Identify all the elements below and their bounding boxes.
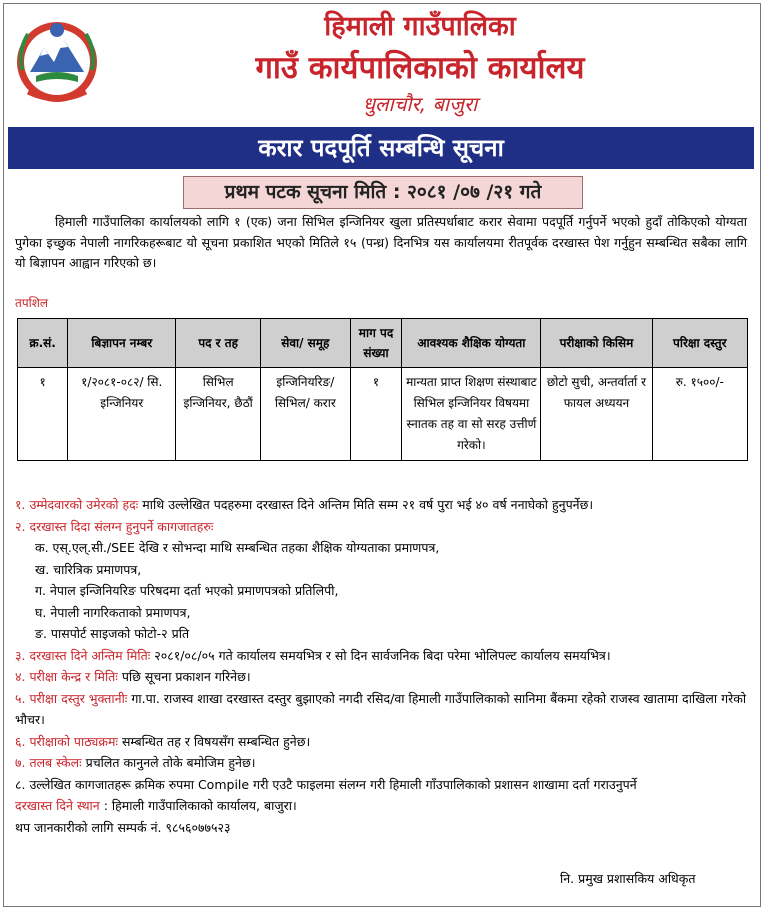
list-item: ङ. पासपोर्ट साइजको फोटो-२ प्रति xyxy=(35,626,190,641)
details-label: तपशिल xyxy=(15,296,49,310)
note-text: : हिमाली गाउँपालिकाको कार्यालय, बाजुरा। xyxy=(99,798,297,813)
office-name-line2: गाउँ कार्यपालिकाको कार्यालय xyxy=(255,50,585,86)
table-cell: १ xyxy=(350,368,402,461)
table-cell: मान्यता प्राप्त शिक्षण संस्थाबाट सिभिल इन्जिनियर विषयमा स्नातक तह वा सो सरह उत्तीर्ण गरेको। xyxy=(402,368,541,461)
list-item: ग. नेपाल इन्जिनियरिङ परिषदमा दर्ता भएको प्रमाणपत्रको प्रतिलिपी, xyxy=(35,583,339,598)
table-header: बिज्ञापन नम्बर xyxy=(68,319,176,368)
note-fee-payment xyxy=(15,688,755,731)
note-compile: ८. उल्लेखित कागजातहरू क्रमिक रुपमा Compile गरी एउटै फाइलमा संलग्न गरी हिमाली गाँउपालिकाको प्रशासन शाखामा दर्ता गराउनुपर्ने xyxy=(15,776,637,792)
note-text: प्रचलित कानुनले तोके बमोजिम हुनेछ। xyxy=(81,755,256,770)
note-label: १. उम्मेदवारको उमेरको हदः xyxy=(15,497,139,512)
table-header: आवश्यक शैक्षिक योग्यता xyxy=(402,319,541,368)
note-label: ५. परीक्षा दस्तुर भुक्तानीः xyxy=(15,690,128,706)
table-header: सेवा/ समूह xyxy=(261,319,350,368)
table-row xyxy=(18,368,748,461)
table-header: परिक्षा दस्तुर xyxy=(652,319,747,368)
office-name-line1: हिमाली गाउँपालिका xyxy=(324,11,516,42)
note-exam-center xyxy=(15,666,755,688)
note-salary xyxy=(15,752,755,774)
note-label: २. दरखास्त दिदा संलग्न हुनुपर्ने कागजातहरुः xyxy=(15,518,214,534)
office-address: धुलाचौर, बाजुरा xyxy=(362,92,478,116)
table-header: परीक्षाको किसिम xyxy=(541,319,652,368)
note-label: ४. परीक्षा केन्द्र र मितिः xyxy=(15,669,118,684)
note-label: ६. परीक्षाको पाठ्यक्रमः xyxy=(15,733,118,749)
table-cell: १ xyxy=(18,368,68,461)
notice-date-box: प्रथम पटक सूचना मिति : २०८१ /०७ /२१ गते xyxy=(183,176,583,209)
note-label: ३. दरखास्त दिने अन्तिम मितिः xyxy=(15,647,151,663)
note-age-limit xyxy=(15,494,755,516)
intro-paragraph: हिमाली गाउँपालिका कार्यालयको लागि १ (एक) जना सिभिल इन्जिनियर खुला प्रतिस्पर्धाबाट करार सेवामा पदपूर्ति गर्नुपर्ने भएको हुदाँ तोकिएको योग्यता पुगेका इच्छुक नेपाली नागरिकहरूबाट यो सूचना प्रकाशित भएको मितिले १५ (पन्ध्र) दिनभित्र यस कार्यालयमा रीतपूर्वक दरखास्त पेश गर्नुहुन सम्बन्धित सबैका लागि यो बिज्ञापन आह्वान गरिएको छ। xyxy=(15,214,747,270)
note-contact: थप जानकारीको लागि सम्पर्क नं. ९८५६०७७५२३ xyxy=(15,819,231,835)
table-cell: रु. १५००/- xyxy=(652,368,747,461)
table-header-row xyxy=(18,319,748,368)
table-cell: इन्जिनियरिङ/ सिभिल/ करार xyxy=(261,368,350,461)
note-text: सम्बन्धित तह र विषयसँग सम्बन्धित हुनेछ। xyxy=(117,733,311,749)
note-label: दरखास्त दिने स्थान xyxy=(15,798,100,813)
note-documents xyxy=(15,516,755,538)
table-cell: १/२०८१-०८२/ सि. इन्जिनियर xyxy=(68,368,176,461)
list-item: क. एस्.एल्.सी./SEE देखि र सोभन्दा माथि सम्बन्धित तहका शैक्षिक योग्यताका प्रमाणपत्र, xyxy=(35,540,440,555)
notice-title-banner: करार पदपूर्ति सम्बन्धि सूचना xyxy=(8,127,754,169)
note-text: पछि सूचना प्रकाशन गरिनेछ। xyxy=(117,669,251,684)
list-item: घ. नेपाली नागरिकताको प्रमाणपत्र, xyxy=(35,604,191,620)
nepal-emblem-icon xyxy=(12,10,102,110)
note-place xyxy=(15,795,755,817)
vacancy-table xyxy=(17,318,748,461)
table-header: माग पद संख्या xyxy=(350,319,402,368)
note-text: गा.पा. राजस्व शाखा दरखास्त दस्तुर बुझाएको नगदी रसिद/वा हिमाली गाउँपालिकाको सानिमा बैंकमा रहेको राजस्व खातामा दाखिला गरेको भौचर। xyxy=(15,690,747,727)
note-text: माथि उल्लेखित पदहरुमा दरखास्त दिने अन्तिम मिति सम्म २१ वर्ष पुरा भई ४० वर्ष ननाघेको हुनुपर्नेछ। xyxy=(138,497,594,512)
table-header: क्र.सं. xyxy=(18,319,68,368)
note-syllabus xyxy=(15,731,755,753)
note-label: ७. तलब स्केलः xyxy=(15,755,82,770)
note-text: २०८१/०८/०५ गते कार्यालय समयभित्र र सो दिन सार्वजनिक बिदा परेमा भोलिपल्ट कार्यालय समयभित्र। xyxy=(150,647,611,663)
table-cell: सिभिल इन्जिनियर, छैठौं xyxy=(176,368,261,461)
table-cell: छोटो सुची, अन्तर्वार्ता र फायल अध्ययन xyxy=(541,368,652,461)
notes-section xyxy=(15,494,755,838)
list-item: ख. चारित्रिक प्रमाणपत्र, xyxy=(35,561,142,577)
note-deadline xyxy=(15,645,755,667)
signature: नि. प्रमुख प्रशासकिय अधिकृत xyxy=(560,871,696,886)
table-header: पद र तह xyxy=(176,319,261,368)
